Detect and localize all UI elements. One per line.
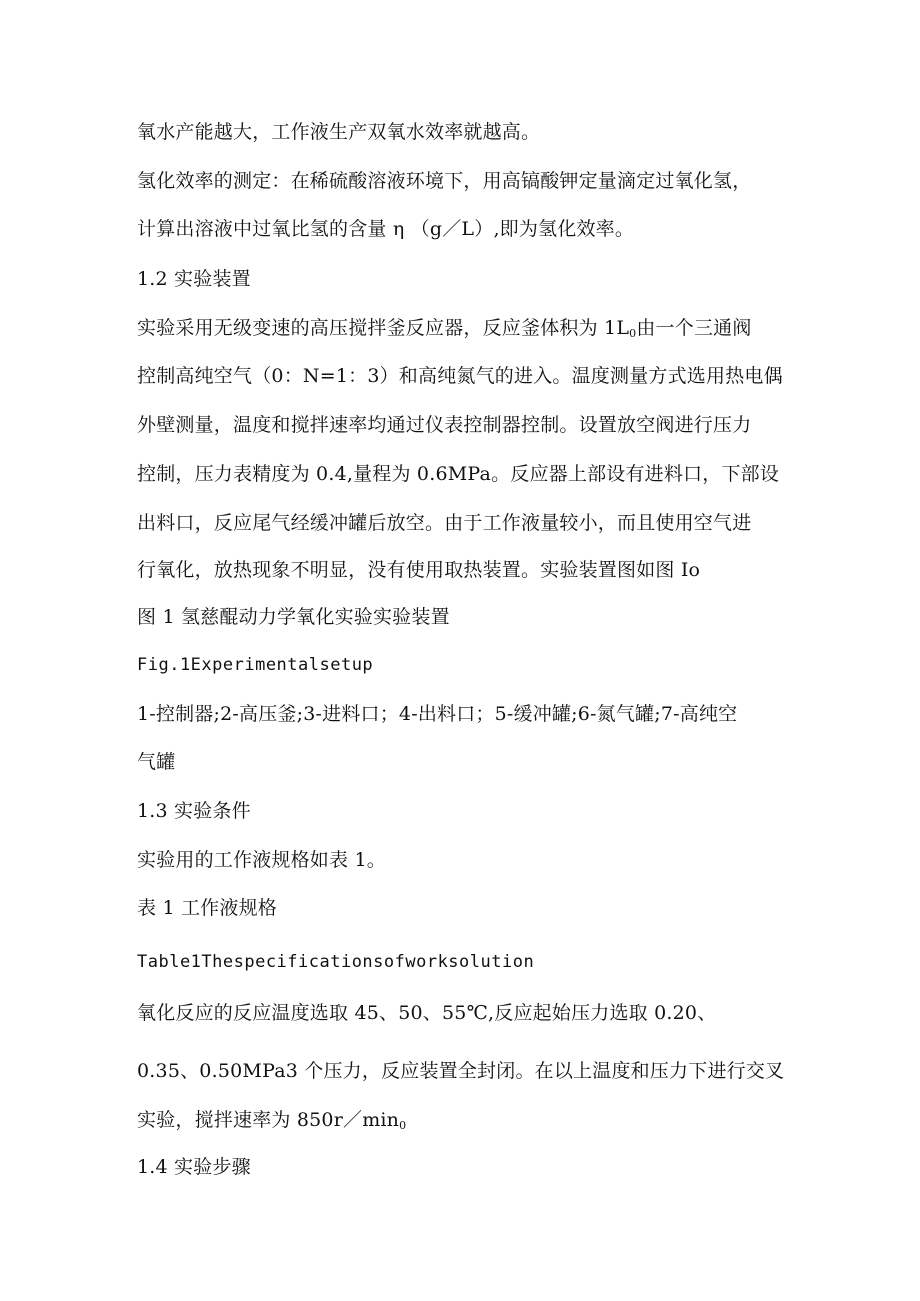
paragraph-line: 氧化反应的反应温度选取 45、50、55℃,反应起始压力选取 0.20、 <box>137 1002 717 1024</box>
table-caption-english: Table1Thespecificationsofworksolution <box>137 952 535 972</box>
section-heading: 1.2 实验装置 <box>137 268 251 290</box>
paragraph-line: 外壁测量，温度和搅拌速率均通过仪表控制器控制。设置放空阀进行压力 <box>137 414 752 436</box>
paragraph-line: 行氧化，放热现象不明显，没有使用取热装置。实验装置图如图 Io <box>137 559 701 581</box>
paragraph-line: 控制，压力表精度为 0.4,量程为 0.6MPa。反应器上部设有进料口，下部设 <box>137 463 780 485</box>
paragraph-line: 实验用的工作液规格如表 1。 <box>137 849 386 871</box>
paragraph-line: 出料口，反应尾气经缓冲罐后放空。由于工作液量较小，而且使用空气进 <box>137 512 752 534</box>
table-caption: 表 1 工作液规格 <box>137 897 277 919</box>
figure-legend: 1-控制器;2-高压釜;3-进料口；4-出料口；5-缓冲罐;6-氮气罐;7-高纯空 <box>137 703 738 725</box>
paragraph-line: 氢化效率的测定：在稀硫酸溶液环境下，用高镐酸钾定量滴定过氧化氢， <box>137 170 752 192</box>
paragraph-line: 实验采用无级变速的高压搅拌釜反应器，反应釜体积为 $1L_0$由一个三通阀 <box>137 317 752 340</box>
figure-caption-english: Fig.1Experimentalsetup <box>137 655 374 675</box>
paragraph-line: 计算出溶液中过氧比氢的含量 η （g／L）,即为氢化效率。 <box>137 218 635 240</box>
paragraph-line: 控制高纯空气（0：N=1：3）和高纯氮气的进入。温度测量方式选用热电偶 <box>137 365 783 387</box>
section-heading: 1.4 实验步骤 <box>137 1156 251 1178</box>
section-heading: 1.3 实验条件 <box>137 800 251 822</box>
figure-legend: 气罐 <box>137 751 176 773</box>
paragraph-line: 0.35、0.50MPa3 个压力，反应装置全封闭。在以上温度和压力下进行交叉 <box>137 1060 785 1082</box>
figure-caption: 图 1 氢慈醌动力学氧化实验实验装置 <box>137 606 450 628</box>
paragraph-line: 氧水产能越大，工作液生产双氧水效率就越高。 <box>137 121 541 143</box>
paragraph-line: 实验，搅拌速率为 $850r/\min_0$ <box>137 1109 407 1132</box>
